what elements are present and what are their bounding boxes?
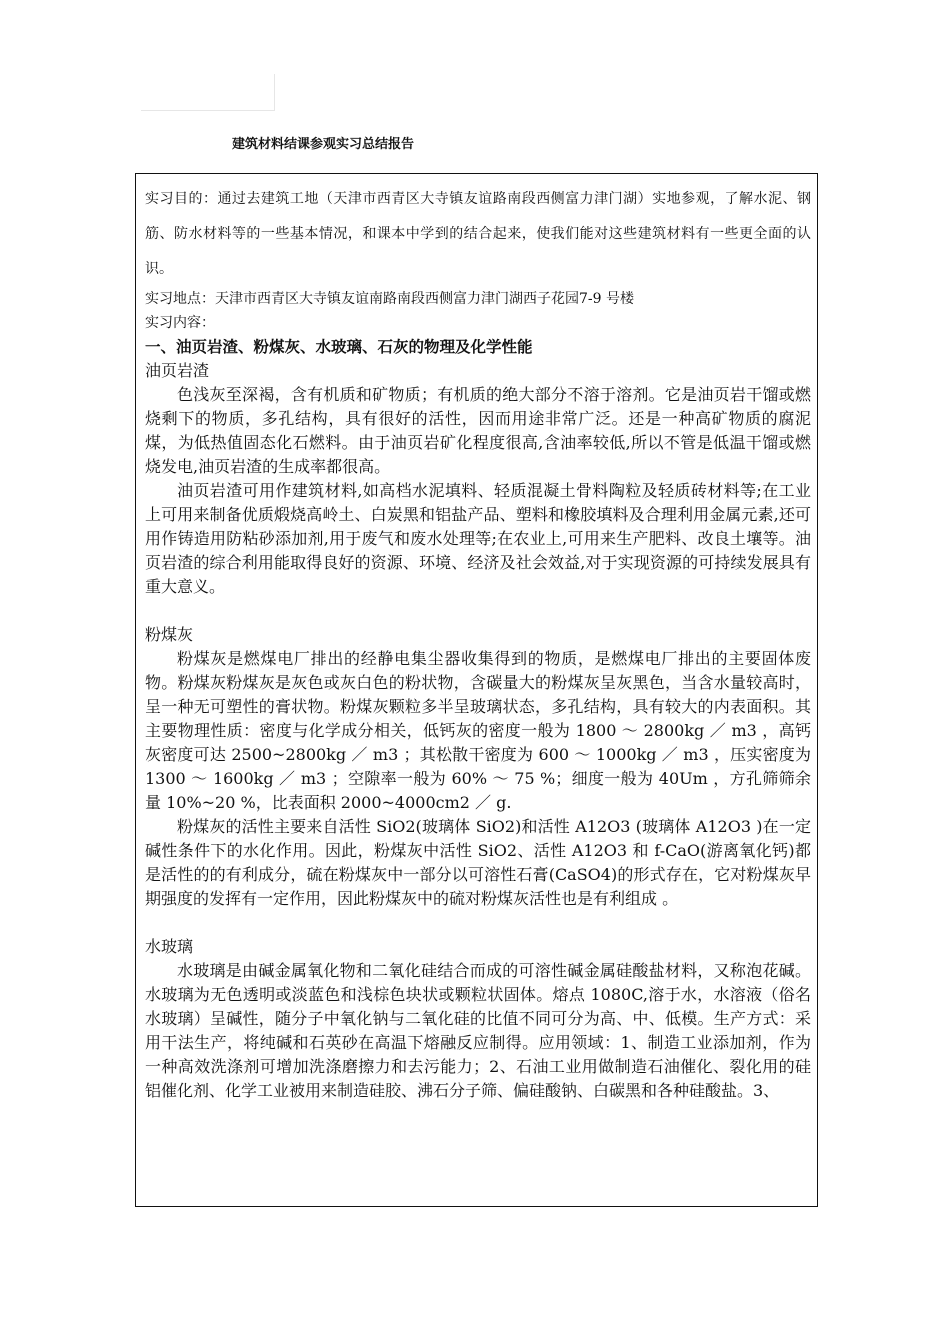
spacer — [145, 599, 811, 623]
report-frame — [135, 173, 818, 1207]
flyash-heading: 粉煤灰 — [145, 625, 194, 644]
header-corner-box — [141, 74, 275, 111]
practice-purpose: 实习目的：通过去建筑工地（天津市西青区大寺镇友谊路南段西侧富力津门湖）实地参观，了解水泥、钢筋、防水材料等的一些基本情况，和课本中学到的结合起来，使我们能对这些建筑材料有一些更全面的认识。 — [145, 191, 811, 277]
waterglass-paragraph-1: 水玻璃是由碱金属氧化物和二氧化硅结合而成的可溶性碱金属硅酸盐材料，又称泡花碱。水玻璃为无色透明或淡蓝色和浅棕色块状或颗粒状固体。熔点 1080C,溶于水，水溶液（俗名水玻璃）呈碱性，随分子中氧化钠与二氧化硅的比值不同可分为高、中、低模。生产方式：采用干法生产，将纯碱和石英砂在高温下熔融反应制得。应用领域：1、制造工业添加剂，作为一种高效洗涤剂可增加洗涤磨擦力和去污能力；2、石油工业用做制造石油催化、裂化用的硅铝催化剂、化学工业被用来制造硅胶、沸石分子筛、偏硅酸钠、白碳黑和各种硅酸盐。3、 — [145, 961, 811, 1100]
practice-content-label: 实习内容： — [145, 315, 215, 331]
spacer — [145, 911, 811, 935]
flyash-paragraph-2: 粉煤灰的活性主要来自活性 SiO2(玻璃体 SiO2)和活性 A12O3 (玻璃体 A12O3 )在一定碱性条件下的水化作用。因此，粉煤灰中活性 SiO2、活性 A12O3 和 f-CaO(游离氧化钙)都是活性的的有利成分，硫在粉煤灰中一部分以可溶性石膏(CaSO4)的形式存在，它对粉煤灰早期强度的发挥有一定作用，因此粉煤灰中的硫对粉煤灰活性也是有利组成 。 — [145, 817, 811, 908]
report-body — [145, 182, 811, 1103]
shale-paragraph-1: 色浅灰至深褐，含有机质和矿物质；有机质的绝大部分不溶于溶剂。它是油页岩干馏或燃烧剩下的物质，多孔结构，具有很好的活性，因而用途非常广泛。还是一种高矿物质的腐泥煤，为低热值固态化石燃料。由于油页岩矿化程度很高,含油率较低,所以不管是低温干馏或燃烧发电,油页岩渣的生成率都很高。 — [145, 385, 811, 476]
waterglass-heading: 水玻璃 — [145, 937, 194, 956]
flyash-paragraph-1: 粉煤灰是燃煤电厂排出的经静电集尘器收集得到的物质，是燃煤电厂排出的主要固体废物。粉煤灰粉煤灰是灰色或灰白色的粉状物，含碳量大的粉煤灰呈灰黑色，当含水量较高时，呈一种无可塑性的膏状物。粉煤灰颗粒多半呈玻璃状态，多孔结构，具有较大的内表面积。其主要物理性质：密度与化学成分相关，低钙灰的密度一般为 1800 ～ 2800kg ／ m3 ，高钙灰密度可达 2500~2800kg ／ m3 ；其松散干密度为 600 ～ 1000kg ／ m3 ，压实密度为 1300 ～ 1600kg ／ m3 ；空隙率一般为 60% ～ 75 %；细度一般为 40Um ，方孔筛筛余量 10%~20 %，比表面积 2000~4000cm2 ／ g. — [145, 649, 811, 812]
shale-heading: 油页岩渣 — [145, 361, 210, 380]
section-heading: 一、油页岩渣、粉煤灰、水玻璃、石灰的物理及化学性能 — [145, 338, 533, 356]
shale-paragraph-2: 油页岩渣可用作建筑材料,如高档水泥填料、轻质混凝土骨料陶粒及轻质砖材料等;在工业上可用来制备优质煅烧高岭土、白炭黑和铝盐产品、塑料和橡胶填料及合理利用金属元素,还可用作铸造用防粘砂添加剂,用于废气和废水处理等;在农业上,可用来生产肥料、改良土壤等。油页岩渣的综合利用能取得良好的资源、环境、经济及社会效益,对于实现资源的可持续发展具有重大意义。 — [145, 481, 811, 596]
document-title: 建筑材料结课参观实习总结报告 — [232, 137, 415, 152]
practice-location: 实习地点：天津市西青区大寺镇友谊南路南段西侧富力津门湖西子花园7-9 号楼 — [145, 291, 634, 307]
